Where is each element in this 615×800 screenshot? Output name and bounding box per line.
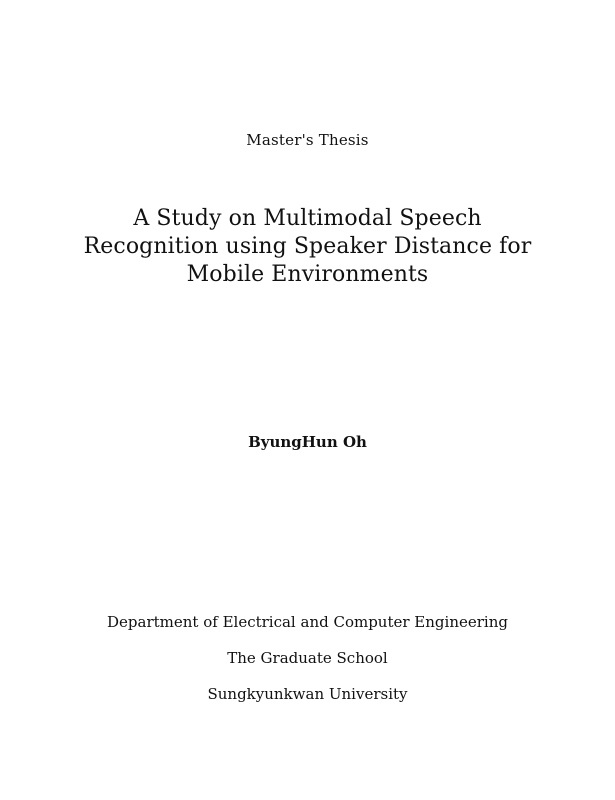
thesis-title: [0, 205, 615, 289]
title-line-2: Recognition using Speaker Distance for: [83, 234, 532, 259]
title-line-1: A Study on Multimodal Speech: [133, 206, 482, 231]
university-line: Sungkyunkwan University: [207, 685, 408, 703]
title-line-3: Mobile Environments: [186, 262, 429, 287]
author-name: ByungHun Oh: [248, 433, 367, 451]
department-line: Department of Electrical and Computer Engineering: [107, 613, 508, 631]
thesis-type-label: Master's Thesis: [246, 131, 369, 149]
affiliation-block: [0, 604, 615, 712]
graduate-school-line: The Graduate School: [227, 649, 388, 667]
